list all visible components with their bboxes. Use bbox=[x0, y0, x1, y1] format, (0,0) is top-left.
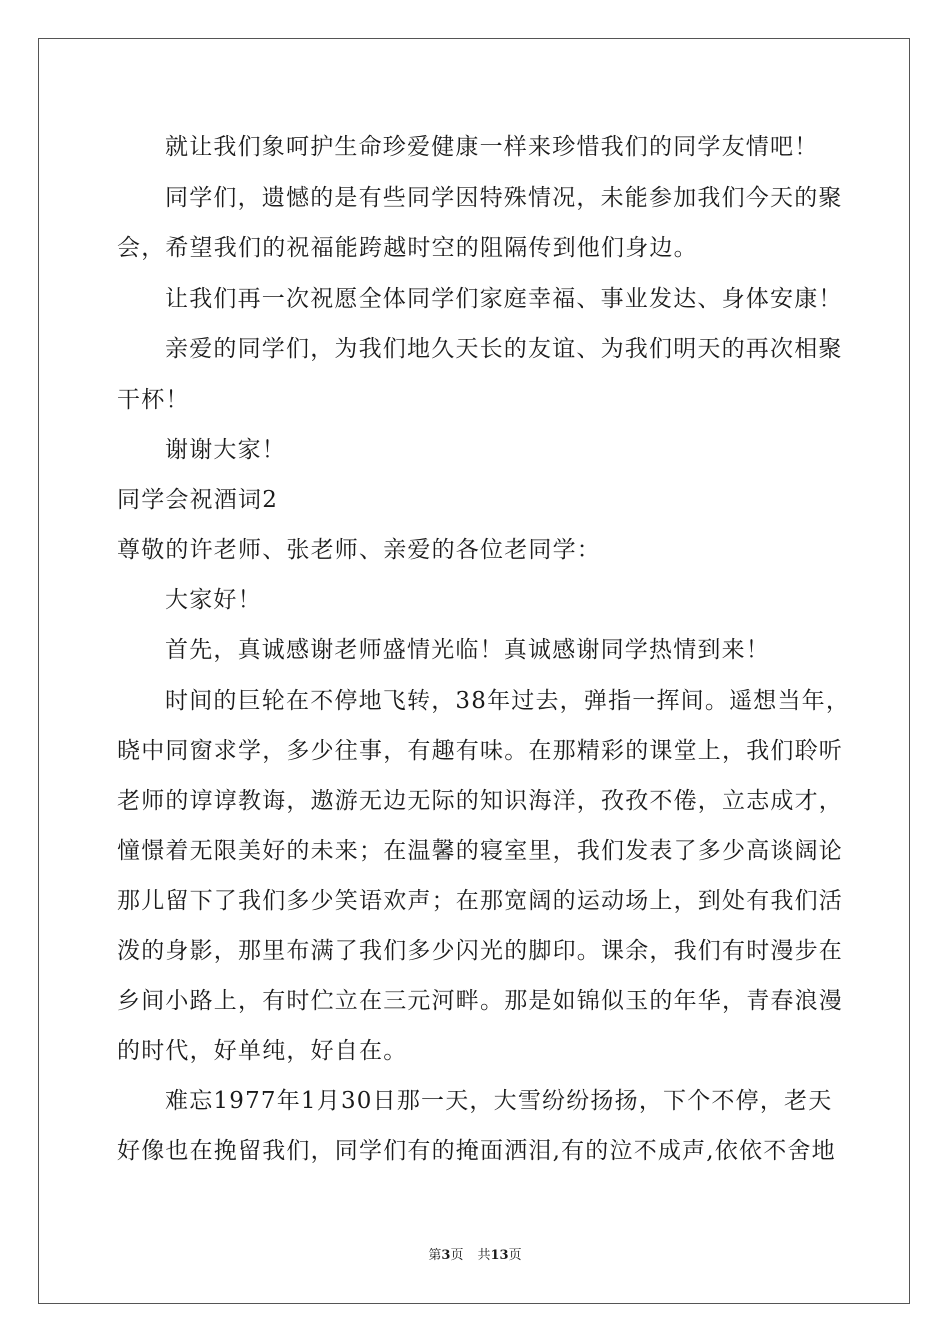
paragraph-line: 让我们再一次祝愿全体同学们家庭幸福、事业发达、身体安康！ bbox=[165, 286, 843, 312]
paragraph-line: 同学们，遗憾的是有些同学因特殊情况，未能参加我们今天的聚 bbox=[165, 185, 843, 211]
paragraph-line: 憧憬着无限美好的未来；在温馨的寝室里，我们发表了多少高谈阔论 bbox=[117, 838, 843, 864]
footer-page-unit: 页 bbox=[450, 1248, 464, 1263]
paragraph-line: 亲爱的同学们，为我们地久天长的友谊、为我们明天的再次相聚 bbox=[165, 336, 843, 362]
salutation-line: 尊敬的许老师、张老师、亲爱的各位老同学： bbox=[117, 537, 601, 563]
paragraph-line: 泼的身影，那里布满了我们多少闪光的脚印。课余，我们有时漫步在 bbox=[117, 938, 843, 964]
paragraph-line: 晓中同窗求学，多少往事，有趣有味。在那精彩的课堂上，我们聆听 bbox=[117, 738, 843, 764]
total-page-count: 13 bbox=[490, 1248, 509, 1263]
footer-prefix: 第 bbox=[428, 1248, 442, 1263]
paragraph-line: 时间的巨轮在不停地飞转，38年过去，弹指一挥间。遥想当年， bbox=[165, 688, 851, 714]
page-border bbox=[38, 38, 910, 1304]
paragraph-line: 就让我们象呵护生命珍爱健康一样来珍惜我们的同学友情吧！ bbox=[165, 134, 819, 160]
paragraph-line: 大家好！ bbox=[165, 587, 262, 613]
paragraph-line: 干杯！ bbox=[117, 387, 190, 413]
footer-total-unit: 页 bbox=[508, 1248, 522, 1263]
page-footer bbox=[0, 1248, 950, 1264]
paragraph-line: 首先，真诚感谢老师盛情光临！真诚感谢同学热情到来！ bbox=[165, 637, 770, 663]
paragraph-line: 的时代，好单纯，好自在。 bbox=[117, 1038, 408, 1064]
paragraph-line: 难忘1977年1月30日那一天，大雪纷纷扬扬，下个不停，老天 bbox=[165, 1088, 833, 1114]
section-heading: 同学会祝酒词2 bbox=[117, 487, 279, 513]
paragraph-line: 乡间小路上，有时伫立在三元河畔。那是如锦似玉的年华，青春浪漫 bbox=[117, 988, 843, 1014]
paragraph-line: 会，希望我们的祝福能跨越时空的阻隔传到他们身边。 bbox=[117, 235, 698, 261]
current-page-number: 3 bbox=[441, 1248, 451, 1263]
paragraph-line: 那儿留下了我们多少笑语欢声；在那宽阔的运动场上，到处有我们活 bbox=[117, 888, 843, 914]
paragraph-line: 谢谢大家！ bbox=[165, 437, 286, 463]
paragraph-line: 好像也在挽留我们，同学们有的掩面洒泪,有的泣不成声,依依不舍地 bbox=[117, 1138, 836, 1164]
footer-total-prefix: 共 bbox=[477, 1248, 491, 1263]
paragraph-line: 老师的谆谆教诲，遨游无边无际的知识海洋，孜孜不倦，立志成才， bbox=[117, 788, 843, 814]
